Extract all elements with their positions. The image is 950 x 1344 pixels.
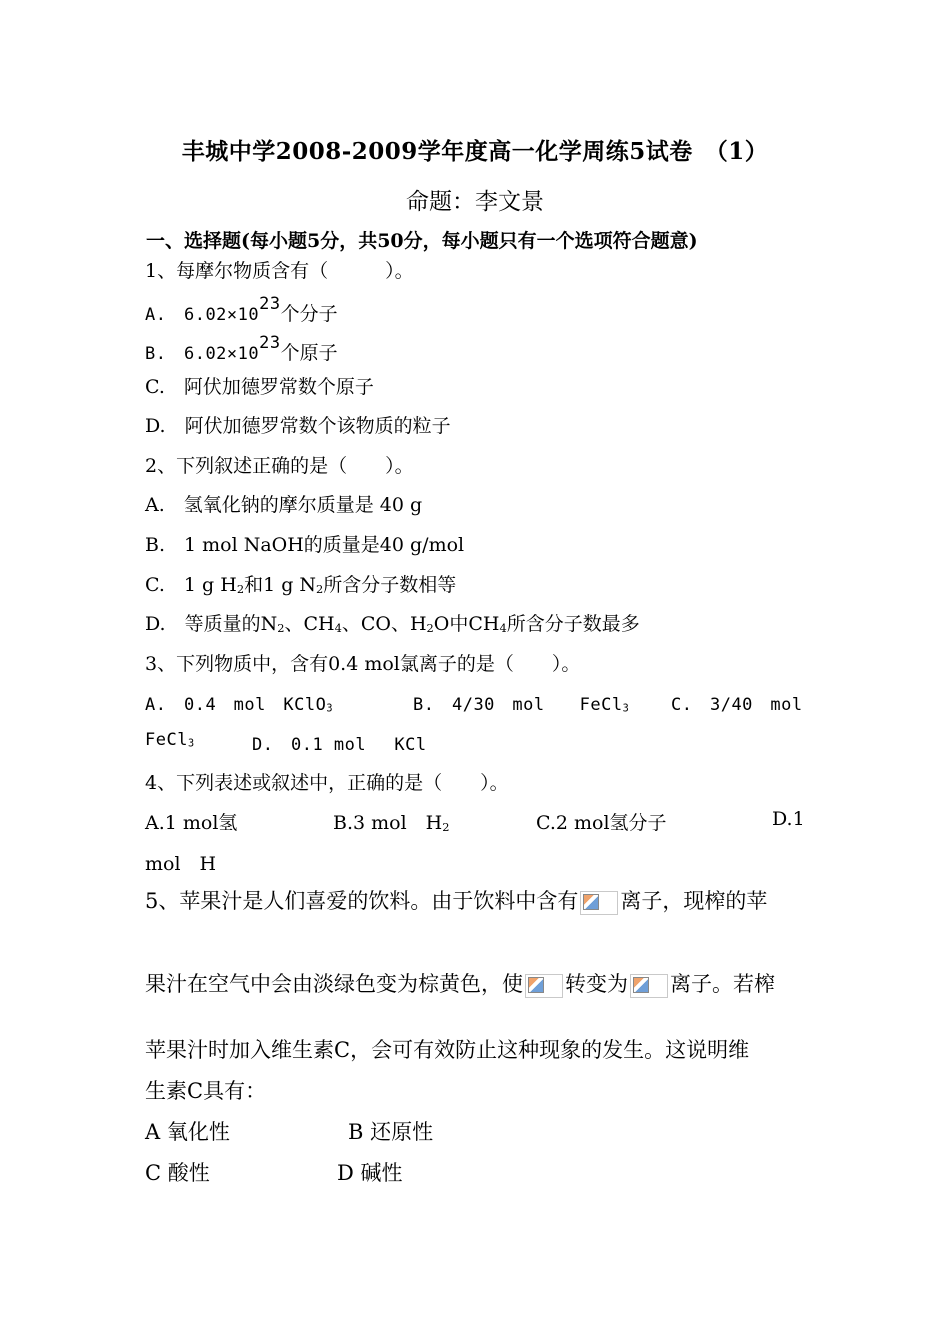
q2-option-d: D. 等质量的$N_2$、$CH_4$、CO、$H_2O$中$CH_4$所含分子数最多 [145, 613, 640, 636]
q3-option-c-continued: FeCl$_3$ [145, 730, 195, 750]
q3-option-b: B. 4/30 mol FeCl$_3$ [413, 695, 630, 715]
q5-line-4: 生素C具有： [145, 1079, 267, 1103]
exam-author: 命题：李文景 [406, 189, 544, 215]
q3-option-d: D. 0.1 mol KCl [252, 735, 427, 755]
q1-stem: 1、每摩尔物质含有（ ）。 [145, 260, 414, 282]
q2-option-c: C. 1 g $H_2$和1 g $N_2$所含分子数相等 [145, 574, 457, 597]
q5-option-d: D 碱性 [337, 1161, 403, 1185]
q3-stem: 3、下列物质中，含有0.4 mol氯离子的是（ ）。 [145, 653, 581, 675]
q5-line-1: 5、苹果汁是人们喜爱的饮料。由于饮料中含有 离子，现榨的苹 [145, 889, 768, 913]
q1-option-c: C. 阿伏加德罗常数个原子 [145, 376, 374, 398]
broken-image-icon [630, 974, 668, 998]
q5-option-c: C 酸性 [145, 1161, 210, 1185]
q4-option-d-continued: mol H [145, 853, 217, 875]
q5-line-2: 果汁在空气中会由淡绿色变为棕黄色，使 转变为 离子。若榨 [145, 972, 775, 996]
q4-option-b: B.3 mol $H_2$ [333, 812, 450, 835]
q5-line-3: 苹果汁时加入维生素C，会可有效防止这种现象的发生。这说明维 [145, 1038, 750, 1062]
q2-stem: 2、下列叙述正确的是（ ）。 [145, 455, 414, 477]
q4-option-c: C.2 mol氢分子 [536, 812, 667, 834]
q4-stem: 4、下列表述或叙述中，正确的是（ ）。 [145, 772, 509, 794]
q2-option-b: B. 1 mol NaOH的质量是40 g/mol [145, 534, 465, 556]
q4-option-a: A.1 mol氢 [145, 812, 238, 834]
q5-option-b: B 还原性 [348, 1120, 434, 1144]
q1-option-a: A. $6.02\times 10^{23}$个分子 [145, 294, 338, 325]
q1-option-b: B. $6.02\times 10^{23}$个原子 [145, 333, 338, 364]
broken-image-icon [525, 974, 563, 998]
exam-title: 丰城中学2008-2009学年度高一化学周练5试卷 （1） [181, 138, 769, 165]
q3-option-c: C. 3/40 mol [671, 695, 803, 715]
section-heading: 一、选择题(每小题5分，共50分，每小题只有一个选项符合题意) [146, 230, 698, 252]
broken-image-icon [580, 891, 618, 915]
q3-option-a: A. 0.4 mol KClO$_3$ [145, 695, 333, 715]
q2-option-a: A. 氢氧化钠的摩尔质量是 40 g [145, 494, 423, 516]
q4-option-d: D.1 [772, 808, 805, 830]
q5-option-a: A 氧化性 [145, 1120, 230, 1144]
q1-option-d: D. 阿伏加德罗常数个该物质的粒子 [145, 415, 451, 437]
